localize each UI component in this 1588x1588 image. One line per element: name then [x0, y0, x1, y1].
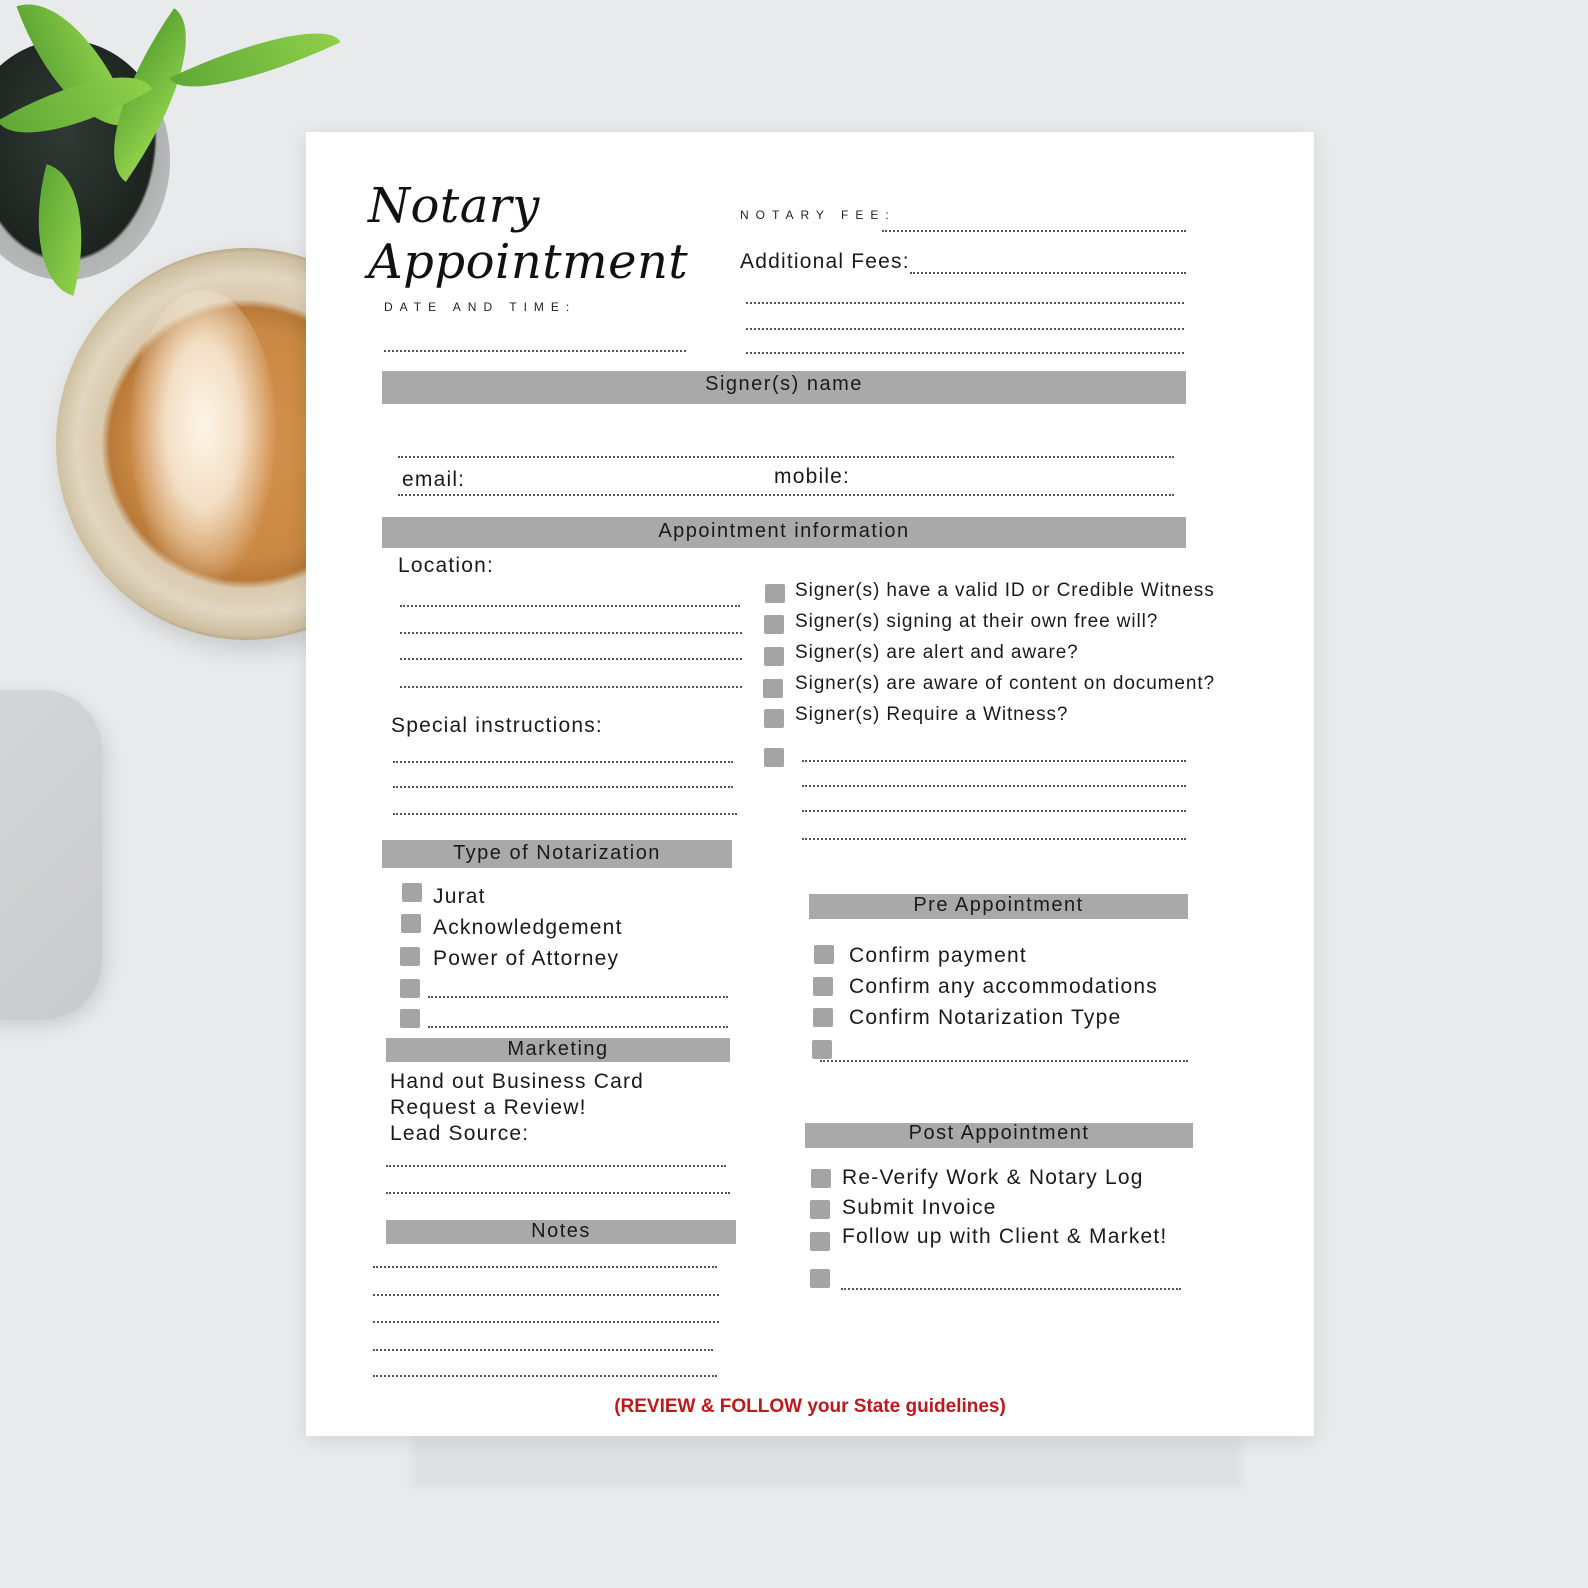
- post-custom-line[interactable]: [841, 1288, 1181, 1290]
- page-shadow: [412, 1436, 1242, 1488]
- appointment-heading: Appointment information: [382, 517, 1186, 548]
- checkbox[interactable]: [400, 947, 420, 966]
- check-custom-line[interactable]: [802, 838, 1186, 840]
- check-custom-line[interactable]: [802, 760, 1186, 762]
- checkbox[interactable]: [810, 1200, 830, 1219]
- additional-fees-label: Additional Fees:: [740, 250, 910, 273]
- notes-line[interactable]: [373, 1321, 719, 1323]
- lead-source-line[interactable]: [386, 1192, 730, 1194]
- mobile-label: mobile:: [774, 465, 851, 488]
- check-custom-line[interactable]: [802, 810, 1186, 812]
- check-label: Signer(s) signing at their own free will?: [795, 611, 1159, 632]
- email-label: email:: [402, 468, 466, 491]
- check-label: Signer(s) Require a Witness?: [795, 704, 1069, 725]
- checkbox[interactable]: [764, 709, 784, 728]
- check-label: Signer(s) have a valid ID or Credible Witness: [795, 580, 1215, 601]
- date-time-line[interactable]: [384, 350, 686, 352]
- notarization-item: Power of Attorney: [433, 947, 620, 970]
- notary-appointment-sheet: [306, 132, 1314, 1436]
- check-custom-line[interactable]: [802, 785, 1186, 787]
- pre-item: Confirm Notarization Type: [849, 1006, 1122, 1029]
- checkbox[interactable]: [813, 1008, 833, 1027]
- notary-fee-label: NOTARY FEE:: [740, 208, 896, 222]
- additional-fees-line[interactable]: [746, 302, 1184, 304]
- checkbox[interactable]: [400, 1009, 420, 1028]
- checkbox[interactable]: [763, 679, 783, 698]
- post-item: Submit Invoice: [842, 1196, 997, 1219]
- location-label: Location:: [398, 554, 495, 577]
- special-instructions-line[interactable]: [393, 786, 733, 788]
- notes-heading: Notes: [386, 1220, 736, 1244]
- special-instructions-line[interactable]: [393, 813, 737, 815]
- additional-fees-line[interactable]: [746, 328, 1184, 330]
- notarization-custom-line[interactable]: [428, 1026, 728, 1028]
- location-line[interactable]: [400, 658, 742, 660]
- checkbox[interactable]: [764, 615, 784, 634]
- latte-art: [128, 290, 278, 590]
- checkbox[interactable]: [764, 647, 784, 666]
- post-item: Re-Verify Work & Notary Log: [842, 1166, 1144, 1189]
- pre-item: Confirm payment: [849, 944, 1027, 967]
- signers-heading: Signer(s) name: [382, 371, 1186, 404]
- notes-line[interactable]: [373, 1266, 717, 1268]
- marketing-heading: Marketing: [386, 1038, 730, 1062]
- marketing-line: Hand out Business Card: [390, 1070, 645, 1093]
- checkbox[interactable]: [401, 914, 421, 933]
- notarization-heading: Type of Notarization: [382, 840, 732, 868]
- notes-line[interactable]: [373, 1375, 717, 1377]
- checkbox[interactable]: [402, 883, 422, 902]
- location-line[interactable]: [400, 605, 740, 607]
- signer-name-line[interactable]: [398, 456, 1174, 458]
- check-label: Signer(s) are alert and aware?: [795, 642, 1079, 663]
- notes-line[interactable]: [373, 1349, 713, 1351]
- check-label: Signer(s) are aware of content on document?: [795, 673, 1215, 694]
- post-appointment-heading: Post Appointment: [805, 1123, 1193, 1148]
- pre-item: Confirm any accommodations: [849, 975, 1158, 998]
- checkbox[interactable]: [812, 1040, 832, 1059]
- laptop-corner: [0, 690, 102, 1020]
- additional-fees-line[interactable]: [746, 352, 1184, 354]
- notarization-item: Acknowledgement: [433, 916, 623, 939]
- plant-leaf: [170, 6, 341, 114]
- checkbox[interactable]: [764, 748, 784, 767]
- state-guidelines-note: (REVIEW & FOLLOW your State guidelines): [614, 1396, 1006, 1417]
- checkbox[interactable]: [813, 977, 833, 996]
- marketing-line: Lead Source:: [390, 1122, 530, 1145]
- checkbox[interactable]: [811, 1169, 831, 1188]
- title-line-1: Notary: [368, 178, 540, 234]
- checkbox[interactable]: [765, 584, 785, 603]
- checkbox[interactable]: [810, 1269, 830, 1288]
- title-line-2: Appointment: [368, 234, 689, 290]
- location-line[interactable]: [400, 686, 742, 688]
- post-item: Follow up with Client & Market!: [842, 1225, 1168, 1248]
- location-line[interactable]: [400, 632, 742, 634]
- pre-custom-line[interactable]: [820, 1060, 1188, 1062]
- additional-fees-line[interactable]: [910, 272, 1186, 274]
- lead-source-line[interactable]: [386, 1165, 726, 1167]
- notarization-item: Jurat: [433, 885, 486, 908]
- checkbox[interactable]: [400, 979, 420, 998]
- marketing-line: Request a Review!: [390, 1096, 587, 1119]
- notary-fee-line[interactable]: [882, 230, 1186, 232]
- checkbox[interactable]: [810, 1232, 830, 1251]
- email-mobile-line[interactable]: [398, 494, 1174, 496]
- special-instructions-label: Special instructions:: [391, 714, 603, 737]
- special-instructions-line[interactable]: [393, 761, 733, 763]
- date-time-label: DATE AND TIME:: [384, 300, 577, 314]
- pre-appointment-heading: Pre Appointment: [809, 894, 1188, 919]
- notarization-custom-line[interactable]: [428, 996, 728, 998]
- notes-line[interactable]: [373, 1294, 719, 1296]
- checkbox[interactable]: [814, 945, 834, 964]
